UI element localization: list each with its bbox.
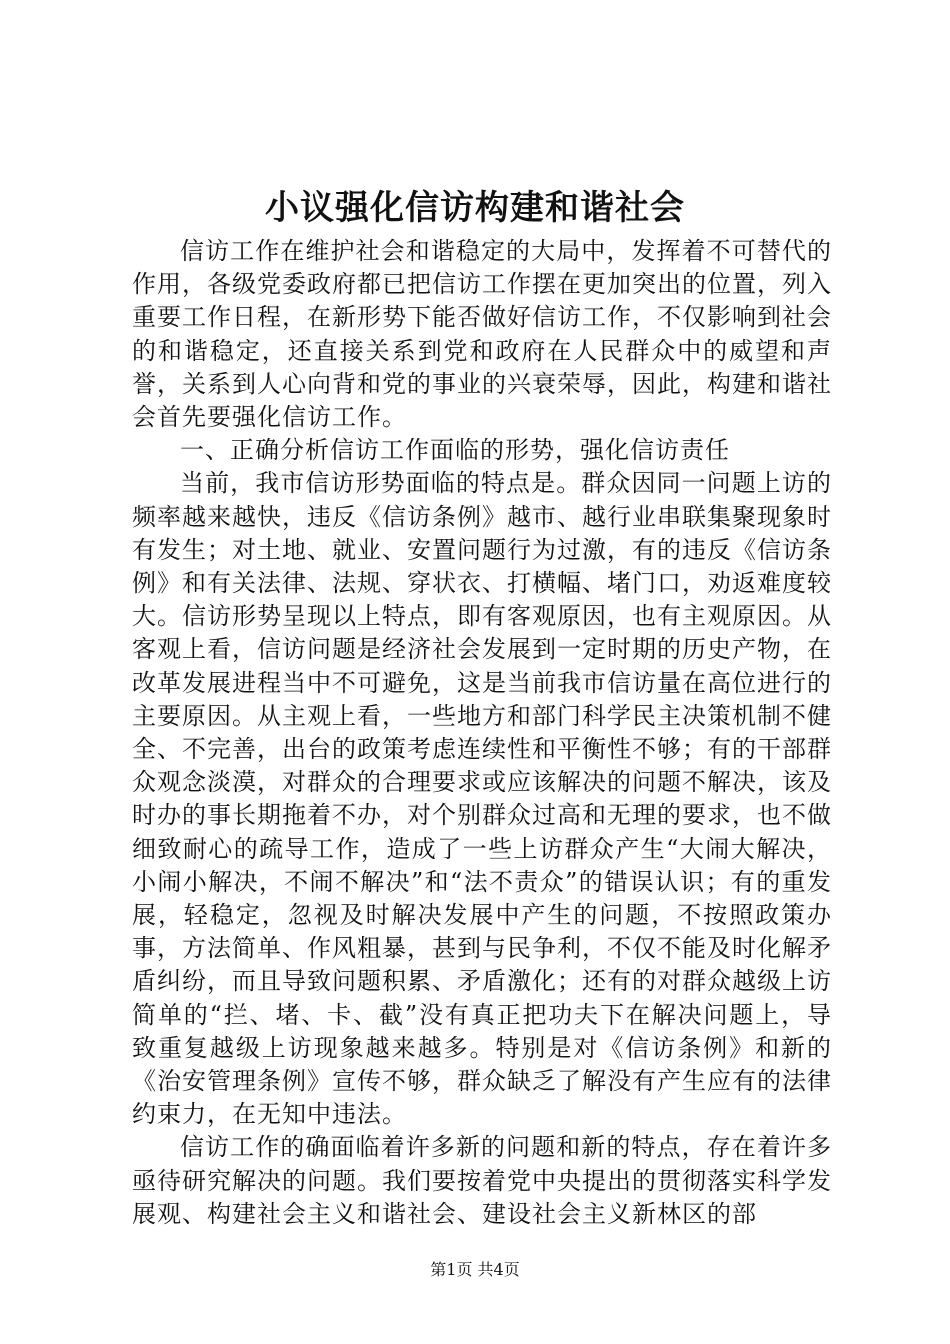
section-heading-1: 一、正确分析信访工作面临的形势，强化信访责任 <box>180 436 730 465</box>
page-number-footer: 第1页 共4页 <box>430 1260 520 1279</box>
paragraph-current-situation: 当前，我市信访形势面临的特点是。群众因同一问题上访的频率越来越快，违反《信访条例》越市、越行业串联集聚现象时有发生；对土地、就业、安置问题行为过激，有的违反《信访条例》和有关法律、法规、穿状衣、打横幅、堵门口，劝返难度较大。信访形势呈现以上特点，即有客观原因，也有主观原因。从客观上看，信访问题是经济社会发展到一定时期的历史产物，在改革发展进程当中不可避免，这是当前我市信访量在高位进行的主要原因。从主观上看，一些地方和部门科学民主决策机制不健全、不完善，出台的政策考虑连续性和平衡性不够；有的干部群众观念淡漠，对群众的合理要求或应该解决的问题不解决，该及时办的事长期拖着不办，对个别群众过高和无理的要求，也不做细致耐心的疏导工作，造成了一些上访群众产生“大闹大解决，小闹小解决，不闹不解决”和“法不责众”的错误认识；有的重发展，轻稳定，忽视及时解决发展中产生的问题，不按照政策办事，方法简单、作风粗暴，甚到与民争利，不仅不能及时化解矛盾纠纷，而且导致问题积累、矛盾激化；还有的对群众越级上访简单的“拦、堵、卡、截”没有真正把功夫下在解决问题上，导致重复越级上访现象越来越多。特别是对《信访条例》和新的《治安管理条例》宣传不够，群众缺乏了解没有产生应有的法律约束力，在无知中违法。 <box>132 469 832 1129</box>
paragraph-intro: 信访工作在维护社会和谐稳定的大局中，发挥着不可替代的作用，各级党委政府都已把信访工作摆在更加突出的位置，列入重要工作日程，在新形势下能否做好信访工作，不仅影响到社会的和谐稳定，还直接关系到党和政府在人民群众中的威望和声誉，关系到人心向背和党的事业的兴衰荣辱，因此，构建和谐社会首先要强化信访工作。 <box>132 237 832 432</box>
paragraph-new-problems: 信访工作的确面临着许多新的问题和新的特点，存在着许多亟待研究解决的问题。我们要按着党中央提出的贯彻落实科学发展观、构建社会主义和谐社会、建设社会主义新林区的部 <box>132 1133 832 1228</box>
document-title: 小议强化信访构建和谐社会 <box>265 188 685 228</box>
document-body <box>132 235 832 1231</box>
